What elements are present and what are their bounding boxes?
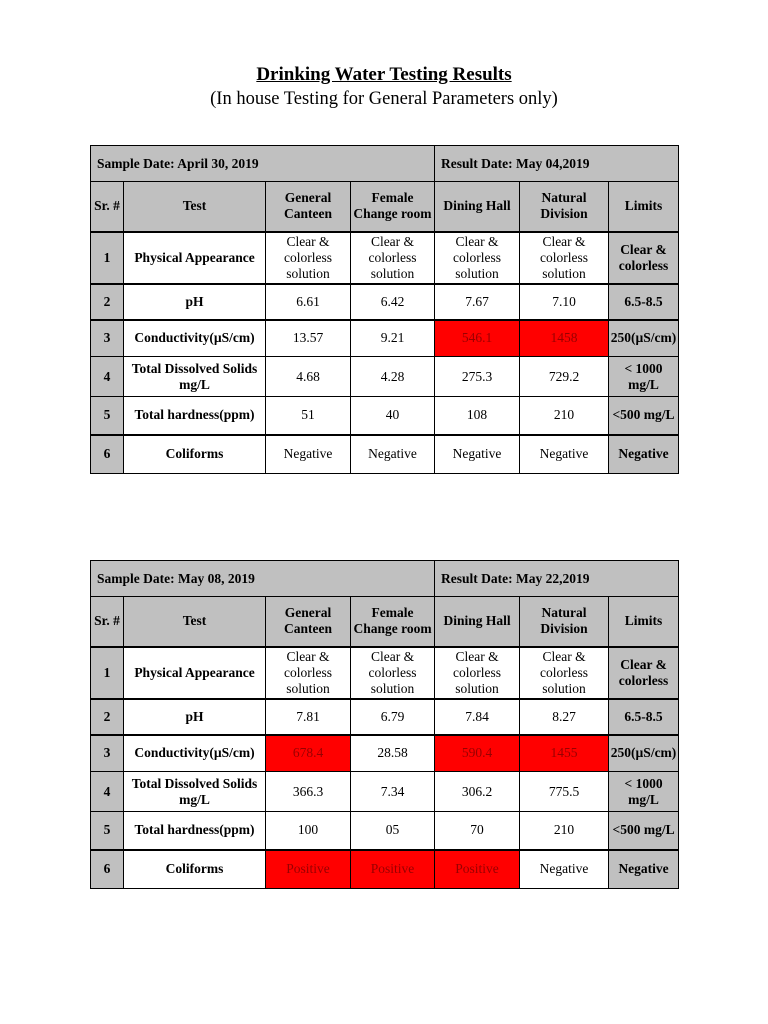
sr-cell: 3 (91, 320, 124, 357)
table-row (91, 850, 679, 889)
female-change-room-cell: 40 (351, 397, 435, 435)
natural-division-cell: 7.10 (520, 284, 609, 320)
test-cell: Physical Appearance (124, 647, 266, 699)
female-change-room-cell: 4.28 (351, 357, 435, 397)
dining-hall-header: Dining Hall (435, 182, 520, 232)
sr-header: Sr. # (91, 597, 124, 647)
result-date: Result Date: May 04,2019 (435, 146, 679, 182)
natural-division-cell: 210 (520, 397, 609, 435)
natural-division-cell: 775.5 (520, 772, 609, 812)
date-row (91, 561, 679, 597)
general-canteen-cell: 51 (266, 397, 351, 435)
natural-division-header: Natural Division (520, 182, 609, 232)
female-change-room-cell: 6.42 (351, 284, 435, 320)
date-row (91, 146, 679, 182)
test-header: Test (124, 597, 266, 647)
sample-date: Sample Date: May 08, 2019 (91, 561, 435, 597)
test-cell: pH (124, 284, 266, 320)
general-canteen-cell: 366.3 (266, 772, 351, 812)
female-change-room-cell: 7.34 (351, 772, 435, 812)
table-row (91, 357, 679, 397)
sr-cell: 6 (91, 850, 124, 889)
table-row (91, 320, 679, 357)
female-change-room-cell: Negative (351, 435, 435, 474)
general-canteen-cell: 6.61 (266, 284, 351, 320)
test-cell: pH (124, 699, 266, 735)
natural-division-header: Natural Division (520, 597, 609, 647)
table-row (91, 699, 679, 735)
natural-division-cell: Negative (520, 435, 609, 474)
sr-cell: 1 (91, 647, 124, 699)
test-cell: Total Dissolved Solids mg/L (124, 772, 266, 812)
natural-division-cell: 210 (520, 812, 609, 850)
general-canteen-cell: 4.68 (266, 357, 351, 397)
page-subtitle: (In house Testing for General Parameters only) (210, 89, 558, 109)
female-change-room-cell: 9.21 (351, 320, 435, 357)
dining-hall-cell: 108 (435, 397, 520, 435)
general-canteen-cell: 678.4 (266, 735, 351, 772)
result-date: Result Date: May 22,2019 (435, 561, 679, 597)
test-cell: Coliforms (124, 435, 266, 474)
dining-hall-cell: Positive (435, 850, 520, 889)
female-change-room-cell: 6.79 (351, 699, 435, 735)
header-row (91, 597, 679, 647)
test-cell: Conductivity(µS/cm) (124, 735, 266, 772)
sr-cell: 5 (91, 812, 124, 850)
limit-cell: 250(µS/cm) (609, 735, 679, 772)
sample-date: Sample Date: April 30, 2019 (91, 146, 435, 182)
dining-hall-header: Dining Hall (435, 597, 520, 647)
natural-division-cell: Clear & colorless solution (520, 232, 609, 284)
table-row (91, 397, 679, 435)
general-canteen-cell: Negative (266, 435, 351, 474)
limits-header: Limits (609, 597, 679, 647)
dining-hall-cell: 590.4 (435, 735, 520, 772)
female-change-room-cell: Clear & colorless solution (351, 232, 435, 284)
sr-cell: 6 (91, 435, 124, 474)
limit-cell: Clear & colorless (609, 232, 679, 284)
test-cell: Physical Appearance (124, 232, 266, 284)
general-canteen-cell: 100 (266, 812, 351, 850)
test-cell: Coliforms (124, 850, 266, 889)
natural-division-cell: 1455 (520, 735, 609, 772)
dining-hall-cell: Negative (435, 435, 520, 474)
dining-hall-cell: 275.3 (435, 357, 520, 397)
limit-cell: Negative (609, 850, 679, 889)
dining-hall-cell: 306.2 (435, 772, 520, 812)
dining-hall-cell: Clear & colorless solution (435, 647, 520, 699)
sr-cell: 2 (91, 284, 124, 320)
header-row (91, 182, 679, 232)
female-change-room-cell: Positive (351, 850, 435, 889)
general-canteen-cell: Clear & colorless solution (266, 232, 351, 284)
sr-cell: 5 (91, 397, 124, 435)
limit-cell: < 1000 mg/L (609, 357, 679, 397)
dining-hall-cell: 7.84 (435, 699, 520, 735)
limit-cell: Clear & colorless (609, 647, 679, 699)
limit-cell: 250(µS/cm) (609, 320, 679, 357)
sr-cell: 2 (91, 699, 124, 735)
page-title: Drinking Water Testing Results (256, 64, 512, 85)
sr-header: Sr. # (91, 182, 124, 232)
limit-cell: <500 mg/L (609, 812, 679, 850)
limit-cell: 6.5-8.5 (609, 699, 679, 735)
general-canteen-header: General Canteen (266, 182, 351, 232)
limit-cell: 6.5-8.5 (609, 284, 679, 320)
table-row (91, 232, 679, 284)
sr-cell: 3 (91, 735, 124, 772)
general-canteen-cell: 13.57 (266, 320, 351, 357)
female-change-room-cell: 28.58 (351, 735, 435, 772)
dining-hall-cell: 546.1 (435, 320, 520, 357)
table-row (91, 772, 679, 812)
dining-hall-cell: 70 (435, 812, 520, 850)
female-change-room-header: Female Change room (351, 597, 435, 647)
female-change-room-cell: 05 (351, 812, 435, 850)
test-cell: Total Dissolved Solids mg/L (124, 357, 266, 397)
sr-cell: 4 (91, 357, 124, 397)
table-row (91, 647, 679, 699)
table-row (91, 812, 679, 850)
table-row (91, 435, 679, 474)
test-header: Test (124, 182, 266, 232)
sr-cell: 1 (91, 232, 124, 284)
natural-division-cell: 8.27 (520, 699, 609, 735)
results-table-1 (90, 145, 679, 474)
general-canteen-cell: 7.81 (266, 699, 351, 735)
dining-hall-cell: Clear & colorless solution (435, 232, 520, 284)
results-table-2 (90, 560, 679, 889)
limits-header: Limits (609, 182, 679, 232)
test-cell: Total hardness(ppm) (124, 397, 266, 435)
dining-hall-cell: 7.67 (435, 284, 520, 320)
natural-division-cell: 1458 (520, 320, 609, 357)
test-cell: Total hardness(ppm) (124, 812, 266, 850)
limit-cell: Negative (609, 435, 679, 474)
limit-cell: <500 mg/L (609, 397, 679, 435)
test-cell: Conductivity(µS/cm) (124, 320, 266, 357)
natural-division-cell: 729.2 (520, 357, 609, 397)
table-row (91, 284, 679, 320)
general-canteen-cell: Positive (266, 850, 351, 889)
natural-division-cell: Negative (520, 850, 609, 889)
female-change-room-header: Female Change room (351, 182, 435, 232)
female-change-room-cell: Clear & colorless solution (351, 647, 435, 699)
sr-cell: 4 (91, 772, 124, 812)
general-canteen-header: General Canteen (266, 597, 351, 647)
natural-division-cell: Clear & colorless solution (520, 647, 609, 699)
limit-cell: < 1000 mg/L (609, 772, 679, 812)
general-canteen-cell: Clear & colorless solution (266, 647, 351, 699)
table-row (91, 735, 679, 772)
